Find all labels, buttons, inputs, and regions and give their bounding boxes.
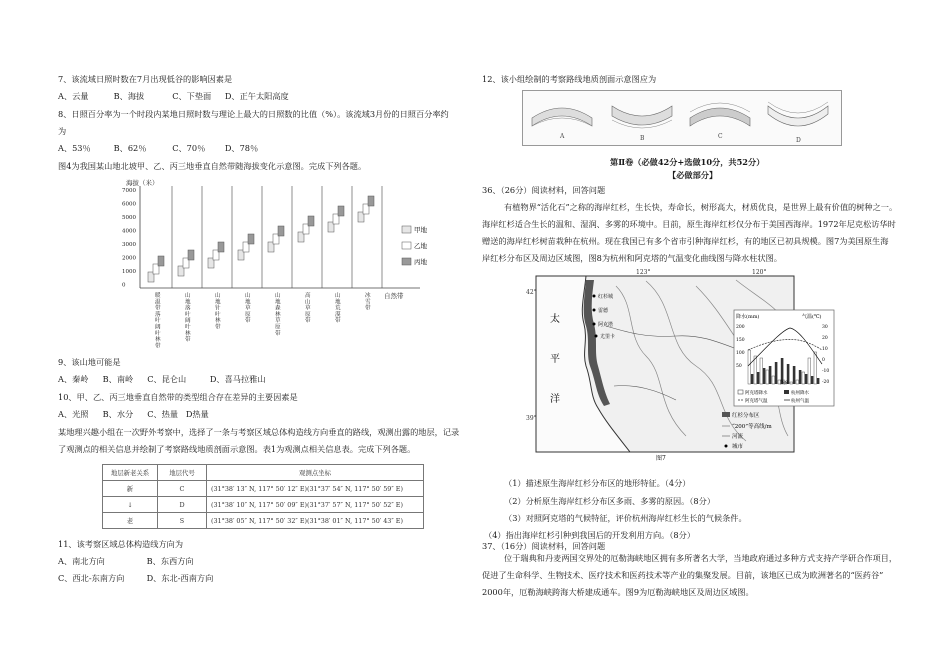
fig8-akta-precip-bar	[796, 380, 799, 384]
fig8-precip-tick: 200	[736, 325, 745, 330]
q36-para-1: 有植物界“活化石”之称的海岸红杉，生长快，寿命长，树形高大，材质优良，是世界上最有价值的树种之一。	[504, 202, 898, 212]
q9-option-b: B、南岭	[102, 374, 134, 384]
intro2-line2: 了观测点的相关信息并绘制了考察路线地质剖面示意图。表1为观测点相关信息表。完成下列各题。	[58, 444, 416, 454]
table1-header: 地层新老关系	[103, 465, 158, 481]
fig8-right-axis-label: 气温(℃)	[802, 314, 822, 320]
q11-option-b: B、东西方向	[146, 556, 194, 566]
q12-figure	[522, 90, 842, 146]
q11-option-a: A、南北方向	[58, 556, 105, 566]
q12-label-d: D	[796, 137, 801, 144]
q8-stem-2: 为	[58, 126, 67, 136]
fig7-lon-label: 123°	[636, 269, 651, 276]
q8-option-b: B、62％	[113, 143, 147, 153]
table-row	[103, 497, 424, 513]
q36-para-3: 赠送的海岸红杉树苗栽种在杭州。现在我国已有多个省市引种海岸红杉，有的地区已初具规模。图7为美国原生海	[482, 236, 889, 246]
fig4-band-bing	[188, 250, 194, 260]
legend-label-yi: 乙地	[414, 242, 427, 250]
q7-option-c: C、下垫面	[172, 91, 212, 101]
fig8-caption: 图8	[780, 380, 789, 386]
fig7-ocean-text: 洋	[550, 394, 560, 405]
fig7-lat-label: 42°	[526, 289, 537, 296]
fig8-legend-label: 杭州降水	[791, 391, 809, 396]
legend-label-jia: 甲地	[414, 226, 427, 234]
q12-label-a: A	[560, 133, 565, 140]
q8-option-a: A、53％	[58, 143, 91, 153]
fig7-caption: 图7	[656, 455, 666, 462]
fig8-temp-tick: 10	[822, 347, 828, 352]
fig7-city-label: 雷德	[598, 308, 609, 314]
q8-option-d: D、78％	[224, 143, 259, 153]
table1	[102, 464, 424, 529]
q36-sub-4: （4）指出海岸红杉引种到我国后的开发利用方向。（8分）	[484, 530, 696, 540]
fig4-ytick-label: 7000	[122, 188, 136, 194]
section2-title: 第Ⅱ卷（必做42分+选做10分，共52分）	[610, 157, 765, 167]
fig4-chart	[120, 176, 450, 350]
q9-option-c: C、昆仑山	[147, 374, 187, 384]
fig4-ytick-label: 4000	[122, 228, 136, 235]
fig8-precip-tick: 50	[736, 364, 742, 369]
fig4-ytick-label: 3000	[122, 242, 136, 248]
fig8-left-axis-label: 降水(mm)	[736, 314, 760, 320]
fig4-intro: 图4为我国某山地北坡甲、乙、丙三地垂直自然带随海拔变化示意图。完成下列各题。	[58, 161, 367, 171]
q36-para-2: 海岸红杉适合生长的温和、湿润、多雾的环境中。目前，原生海岸红杉仅分布于美国西海岸。1972年尼克松访华时	[482, 219, 896, 229]
fig4-band-bing	[278, 226, 284, 236]
fig4-category-label: 暖温带落叶阔叶林带	[155, 293, 161, 350]
q9-options	[58, 374, 266, 384]
fig8-akta-precip-bar	[754, 356, 757, 384]
q36-sub-2: （2）分析原生海岸红杉分布区多雨、多雾的原因。（8分）	[504, 496, 716, 506]
fig7-city-label: 阿克塔	[598, 322, 614, 328]
q11-options-row2	[58, 573, 213, 583]
fig7-lon-label: 120°	[752, 269, 767, 276]
legend-label-bing: 丙地	[414, 258, 427, 266]
q37-para-3: 2000年，厄勒海峡跨海大桥建成通车。图9为厄勒海峡地区及周边区域图。	[482, 587, 754, 597]
fig4-ytick-label: 0	[122, 282, 126, 289]
table1-coords: (31°38′ 10″ N, 117° 50′ 09″ E)(31°37′ 57″ N, 117° 50′ 52″ E)	[207, 497, 424, 513]
fig4-category-label: 山地落叶阔叶林带	[185, 293, 191, 344]
fig8-precip-tick: 150	[736, 338, 745, 343]
fig8-hangzhou-precip-bar	[817, 378, 820, 384]
table1-side: ↓	[103, 497, 158, 513]
fig7-legend-label: “200”等高线/m	[732, 424, 772, 430]
fig4-xlabel: 自然带	[384, 292, 404, 300]
q36-sub-1: （1）描述原生海岸红杉分布区的地形特征。（4分）	[504, 478, 691, 488]
table1-side: 老	[103, 513, 158, 529]
fig4-category-label: 冰雪带	[365, 293, 371, 312]
fig4-band-bing	[308, 216, 314, 226]
fig4-band-bing	[248, 234, 254, 244]
fig4-ytick-label: 6000	[122, 201, 136, 208]
table-row	[103, 481, 424, 497]
fig8-akta-precip-bar	[748, 350, 751, 384]
q36-para-4: 岸红杉分布区及周边区域图，图8为杭州和阿克塔的气温变化曲线图与降水柱状图。	[482, 253, 782, 263]
q12-label-c: C	[718, 133, 723, 140]
fig8-hangzhou-precip-bar	[769, 366, 772, 384]
fig4-band-bing	[338, 206, 344, 216]
fig7-legend-label: 红杉分布区	[732, 413, 760, 419]
legend-swatch-akta-precip	[738, 390, 743, 394]
fig8-chart	[734, 310, 834, 406]
fig8-hangzhou-precip-bar	[811, 376, 814, 384]
table1-header: 地层代号	[158, 465, 207, 481]
fig8-legend-label: 阿克塔气温	[745, 399, 768, 404]
fig7-ocean-text: 太	[550, 314, 560, 325]
table1-code: C	[158, 481, 207, 497]
fig8-hangzhou-precip-bar	[763, 368, 766, 384]
fig7-ocean-text: 平	[550, 354, 560, 365]
fig8-legend-label: 阿克塔降水	[745, 391, 768, 396]
q10-options	[58, 409, 209, 419]
q8-option-c: C、70％	[172, 143, 206, 153]
fig8-precip-tick: 100	[736, 351, 745, 356]
fig8-legend-label: 杭州气温	[791, 399, 809, 404]
fig7-legend-label: 河流	[732, 434, 744, 440]
legend-swatch-redwood	[722, 412, 730, 417]
legend-swatch-bing	[402, 258, 411, 265]
legend-swatch-city	[725, 445, 728, 448]
fig8-akta-precip-bar	[772, 376, 775, 384]
fig8-akta-precip-bar	[790, 382, 793, 384]
q11-stem: 11、该考察区域总体构造线方向为	[58, 539, 184, 549]
q37-para-1: 位于瑞典和丹麦两国交界处的厄勒海峡地区拥有多所著名大学，当地政府通过多种方式支持产学研合作项目，	[504, 553, 898, 563]
table-row	[103, 513, 424, 529]
q37-head: 37、（16分）阅读材料，回答问题	[482, 541, 606, 551]
q10-stem: 10、甲、乙、丙三地垂直自然带的类型组合存在差异的主要因素是	[58, 392, 298, 402]
q9-option-d: D、喜马拉雅山	[209, 374, 266, 384]
fig8-hangzhou-precip-bar	[775, 362, 778, 384]
fig7-city-label: 红杉城	[598, 294, 614, 300]
q12-label-b: B	[640, 135, 645, 142]
fig7-city-dot	[595, 335, 598, 338]
q7-option-d: D、正午太阳高度	[224, 91, 289, 101]
q9-option-a: A、秦岭	[58, 374, 89, 384]
table1-side: 新	[103, 481, 158, 497]
fig8-hangzhou-precip-bar	[751, 374, 754, 384]
q7-option-b: B、海拔	[113, 91, 145, 101]
fig4-ytick-label: 2000	[122, 255, 136, 262]
fig4-category-label: 山地针叶林带	[215, 293, 221, 331]
fig4-legend	[402, 225, 428, 266]
fig8-akta-precip-bar	[760, 358, 763, 384]
legend-swatch-yi	[402, 242, 411, 249]
fig7-city-dot	[593, 295, 596, 298]
intro2-line1: 某地理兴趣小组在一次野外考察中，选择了一条与考察区域总体构造线方向垂直的路线，观测出露的地层，记录	[58, 427, 460, 437]
fig4-ylabel: 海拔（米）	[126, 179, 159, 187]
section2-subtitle: 【必做部分】	[668, 170, 718, 180]
fig4-ytick-label: 1000	[122, 269, 136, 275]
legend-swatch-jia	[402, 226, 411, 233]
table1-coords: (31°38′ 13″ N, 117° 50′ 12″ E)(31°37′ 54″ N, 117° 50′ 59″ E)	[207, 481, 424, 497]
q36-head: 36、（26分）阅读材料，回答问题	[482, 185, 606, 195]
table1-header-row	[103, 465, 424, 481]
q8-options	[58, 143, 258, 153]
fig8-temp-tick: -20	[822, 380, 830, 385]
fig4-category-label: 山地荒漠带	[335, 293, 341, 325]
fig4-category-label: 山地草原带	[245, 293, 251, 325]
fig7-lat-label: 39°	[526, 415, 537, 422]
table1-code: D	[158, 497, 207, 513]
q7-stem: 7、该流域日照时数在7月出现低谷的影响因素是	[58, 74, 233, 84]
q12-stem: 12、该小组绘制的考察路线地质剖面示意图应为	[482, 74, 657, 84]
fig8-akta-precip-bar	[814, 352, 817, 384]
fig8-temp-tick: -10	[822, 369, 830, 374]
fig4-category-label: 高山草原带	[305, 293, 311, 325]
fig4-band-bing	[158, 256, 164, 266]
fig8-hangzhou-precip-bar	[805, 374, 808, 384]
table1-header: 观测点坐标	[207, 465, 424, 481]
q7-options	[58, 91, 289, 101]
fig7-city-dot	[593, 309, 596, 312]
fig8-akta-precip-bar	[802, 372, 805, 384]
q36-sub-3: （3）对照阿克塔的气候特征，评价杭州海岸红杉生长的气候条件。	[504, 513, 747, 523]
legend-swatch-hangzhou-precip	[784, 390, 789, 394]
q11-options-row1	[58, 556, 194, 566]
fig8-temp-tick: 20	[822, 336, 828, 341]
q8-stem-1: 8、日照百分率为一个时段内某地日照时数与理论上最大的日照数的比值（%）。该流域3月份的日照百分率约	[58, 109, 449, 119]
q10-option-a: A、光照	[58, 409, 89, 419]
fig8-hangzhou-precip-bar	[757, 372, 760, 384]
table1-coords: (31°38′ 05″ N, 117° 50′ 32″ E)(31°38′ 01″ N, 117° 50′ 43″ E)	[207, 513, 424, 529]
q10-option-d: D热量	[185, 409, 209, 419]
q11-option-c: C、西北-东南方向	[58, 573, 125, 583]
q37-para-2: 促进了生命科学、生物技术、医疗技术和医药技术等产业的集聚发展。目前，该地区已成为欧洲著名的“医药谷”	[482, 570, 884, 580]
fig7-city-label: 尤里卡	[600, 334, 616, 340]
table1-code: S	[158, 513, 207, 529]
q10-option-c: C、热量	[147, 409, 179, 419]
fig8-akta-precip-bar	[766, 370, 769, 384]
fig8-hangzhou-precip-bar	[793, 366, 796, 384]
fig4-band-bing	[368, 196, 374, 206]
fig7-legend-label: 城市	[732, 444, 744, 450]
fig7-city-dot	[593, 323, 596, 326]
fig4-band-bing	[218, 242, 224, 252]
fig8-hangzhou-precip-bar	[799, 370, 802, 384]
fig8-akta-precip-bar	[808, 358, 811, 384]
q9-stem: 9、该山地可能是	[58, 357, 121, 367]
q7-option-a: A、云量	[58, 91, 89, 101]
q11-option-d: D、东北-西南方向	[146, 573, 214, 583]
fig7-map	[526, 266, 886, 462]
q10-option-b: B、水分	[102, 409, 134, 419]
fig4-ytick-label: 5000	[122, 215, 136, 221]
fig4-category-label: 山地森林草原带	[275, 293, 281, 337]
fig8-temp-tick: 0	[822, 358, 825, 363]
fig8-temp-tick: 30	[822, 325, 828, 330]
